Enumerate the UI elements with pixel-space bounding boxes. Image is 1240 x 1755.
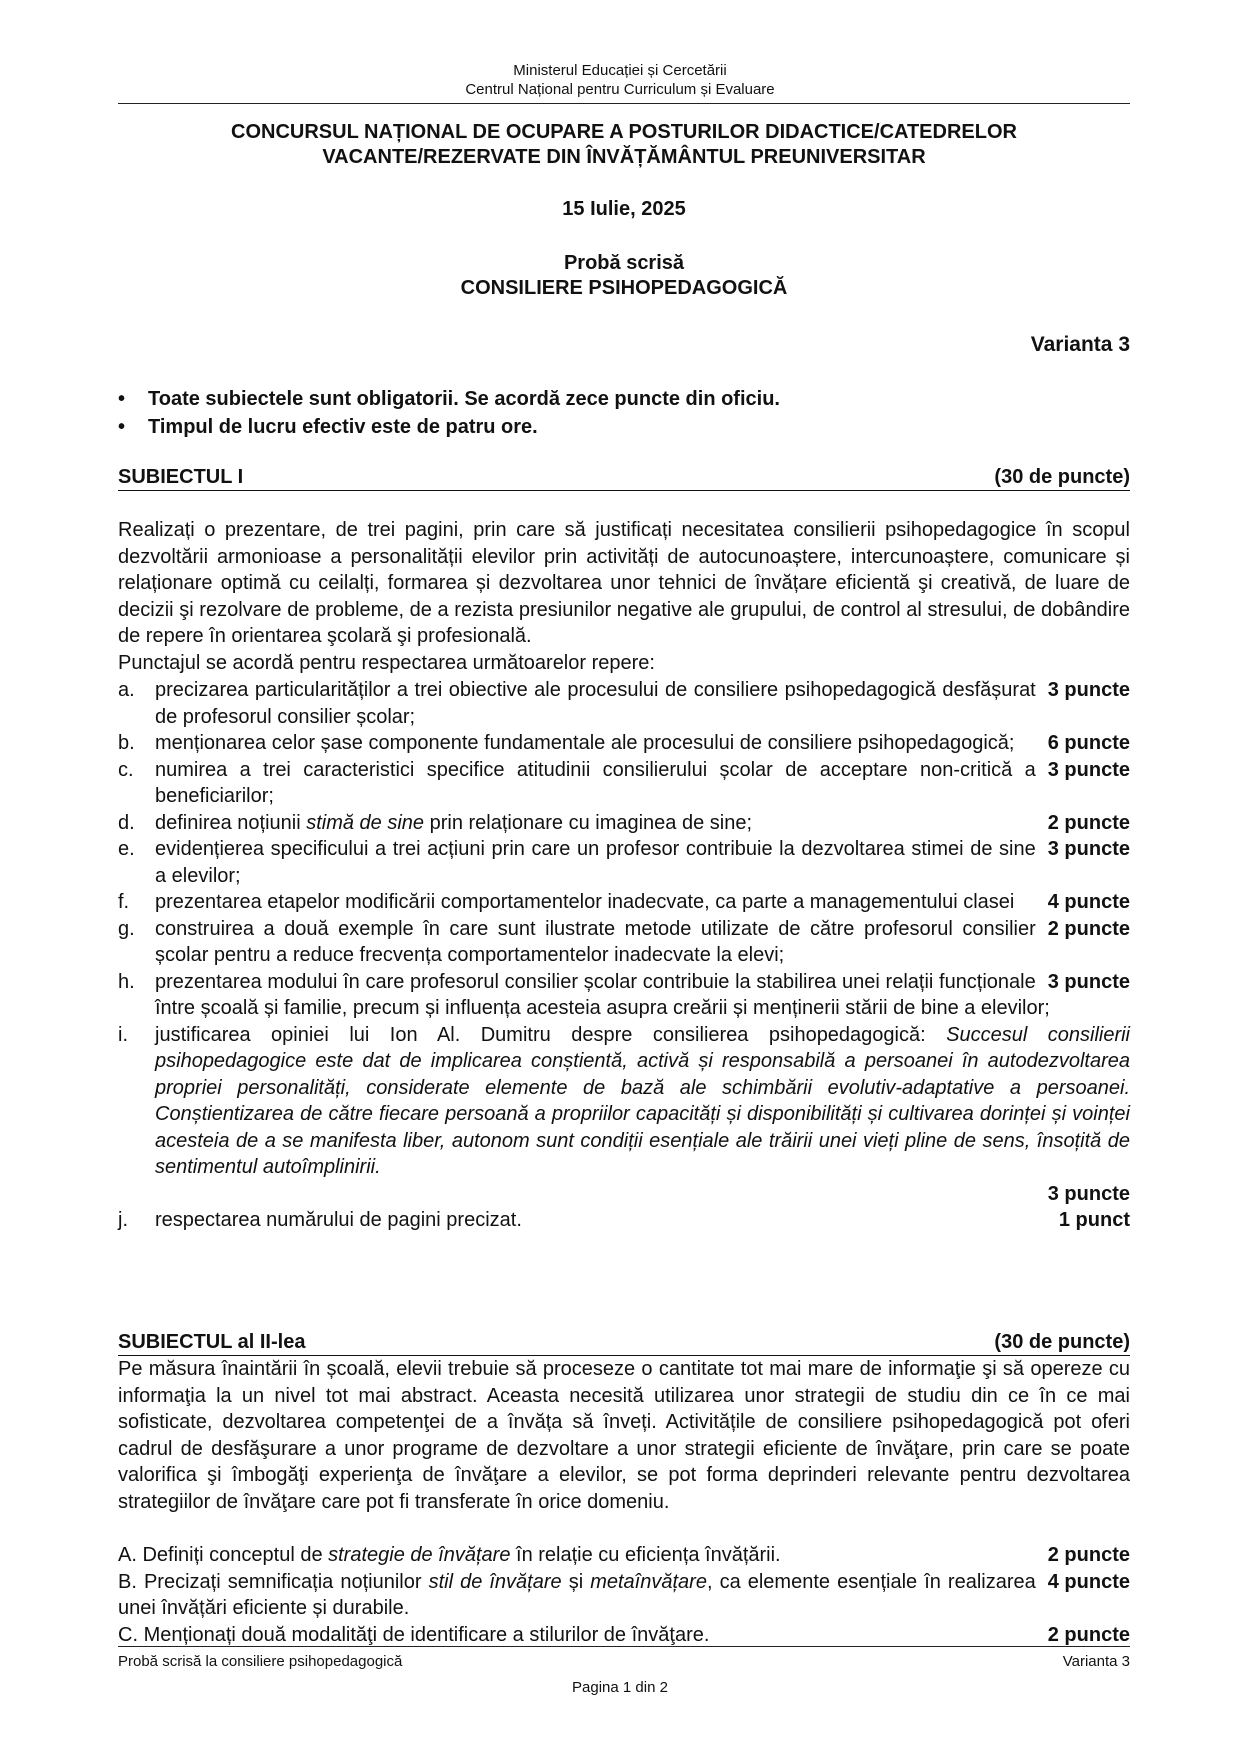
item-label: e. — [118, 838, 135, 860]
subject2-title: SUBIECTUL al II-lea — [118, 1331, 306, 1353]
item-text-part: menționarea celor șase componente fundamentale ale procesului de consiliere psihopedagogică; — [155, 732, 1015, 754]
title-line-1: CONCURSUL NAȚIONAL DE OCUPARE A POSTURILOR DIDACTICE/CATEDRELOR — [231, 121, 1017, 143]
header-divider — [118, 103, 1130, 104]
item-text — [155, 1207, 1130, 1234]
item-text-part: prin relaționare cu imaginea de sine; — [424, 811, 753, 834]
subject2-intro: Pe măsura înaintării în școală, elevii trebuie să proceseze o cantitate tot mai mare de informaţie şi să opereze cu informaţia la un nivel tot mai abstract. Aceasta necesită utilizarea unor strategii de studiu din ce în ce mai sofisticate, dezvoltarea competenţei de a învăța să înveți. Activitățile de consiliere psihopedagogică pot oferi cadrul de desfăşurare a unor programe de dezvoltare a unor strategii eficiente de învăţare, prin care se poate valorifica şi îmbogăţi experienţa de învăţare a elevilor, se pot forma deprinderi relevante pentru dezvoltarea strategiilor de învăţare care pot fi transferate în orice domeniu. — [118, 1358, 1130, 1513]
scoring-item — [118, 677, 1130, 730]
subject1-intro: Realizați o prezentare, de trei pagini, prin care să justificați necesitatea consilierii psihopedagogice în scopul dezvoltării armonioase a personalității elevilor prin activități de autocunoaștere, intercunoaștere, comunicare și relaționare optimă cu ceilalți, formarea și dezvoltarea unor tehnici de învățare eficientă şi creativă, de luare de decizii şi rezolvare de probleme, de a rezista presiunilor negative ale grupului, de control al stresului, de dobândire de repere în orientarea şcolară şi profesională. — [118, 519, 1130, 647]
item-label: c. — [118, 758, 134, 781]
item-text — [155, 969, 1130, 1022]
item-label: j. — [118, 1209, 128, 1231]
item-label: f. — [118, 891, 130, 913]
item-points: 3 puncte — [1047, 838, 1130, 860]
footer-divider — [118, 1646, 1130, 1647]
scoring-note: Punctajul se acordă pentru respectarea următoarelor repere: — [118, 652, 655, 674]
item-points: 1 punct — [1058, 1209, 1130, 1231]
instruction-text: Timpul de lucru efectiv este de patru ore. — [148, 416, 538, 438]
question-label: A. — [118, 1544, 143, 1566]
scoring-item — [118, 757, 1130, 810]
question-item — [118, 1622, 1130, 1649]
question-emphasis: stil de învățare — [428, 1570, 562, 1593]
item-text-part: construirea a două exemple în care sunt ilustrate metode utilizate de către profesorul consilier școlar pentru a reduce frecvența comportamentelor inadecvate la elevi; — [155, 917, 1036, 966]
scoring-item — [118, 969, 1130, 1022]
question-emphasis: strategie de învățare — [328, 1544, 511, 1566]
footer-variant: Varianta 3 — [1062, 1653, 1130, 1670]
question-text-part: , ca elemente esențiale în realizarea unei învățări eficiente și durabile. — [118, 1570, 1036, 1619]
subject1-heading — [118, 465, 1130, 491]
ministry-name: Ministerul Educației și Cercetării — [513, 62, 727, 79]
item-emphasis: stimă de sine — [306, 811, 425, 834]
item-text — [155, 889, 1130, 916]
item-text-part: justificarea opiniei lui Ion Al. Dumitru despre consilierea psihopedagogică: — [155, 1023, 947, 1046]
question-text-part: Menționați două modalităţi de identificare a stilurilor de învăţare. — [143, 1623, 710, 1646]
item-text-part: evidențierea specificului a trei acțiuni prin care un profesor contribuie la dezvoltarea stimei de sine a elevilor; — [155, 838, 1036, 887]
subject2-points: (30 de puncte) — [994, 1331, 1130, 1353]
scoring-item — [118, 1207, 1130, 1234]
item-emphasis: Succesul consilierii psihopedagogice este dat de implicarea conștientă, activă și responsabilă a persoanei în autodezvoltarea propriei personalități, considerate elemente de bază ale schimbării evolutiv-adaptative a persoanei. Conștientizarea de către fiecare persoană a propriilor capacități și disponibilități și cultivarea dorinței și voinței acesteia de a se manifesta liber, autonom sunt condiții esențiale ale trăirii unei vieți pline de sens, însoțită de sentimentul autoîmplinirii. — [155, 1023, 1130, 1178]
question-text-part: Precizați semnificația noțiunilor — [143, 1570, 429, 1593]
item-text-part: precizarea particularităților a trei obiective ale procesului de consiliere psihopedagogică desfășurat de profesorul consilier școlar; — [155, 679, 1036, 728]
exam-date: 15 Iulie, 2025 — [562, 198, 686, 220]
bullet-icon: • — [118, 388, 126, 410]
item-points: 2 puncte — [1047, 811, 1130, 834]
item-points: 3 puncte — [1047, 679, 1130, 701]
item-points: 2 puncte — [1047, 917, 1130, 940]
scoring-item — [118, 1022, 1130, 1208]
item-text — [155, 916, 1130, 969]
question-points: 2 puncte — [1047, 1544, 1130, 1566]
item-label: i. — [118, 1023, 128, 1046]
subject1-title: SUBIECTUL I — [118, 466, 244, 488]
question-text-part: și — [561, 1570, 591, 1593]
instructions-list — [118, 385, 1130, 441]
item-label: a. — [118, 679, 135, 701]
item-text-part: prezentarea etapelor modificării comportamentelor inadecvate, ca parte a managementului clasei — [155, 891, 1015, 913]
center-name: Centrul Național pentru Curriculum și Evaluare — [465, 81, 775, 98]
exam-subject: CONSILIERE PSIHOPEDAGOGICĂ — [460, 277, 788, 299]
question-label: C. — [118, 1623, 144, 1646]
subject2-heading — [118, 1330, 1130, 1356]
item-text — [155, 1022, 1130, 1208]
question-emphasis: metaînvățare — [590, 1570, 707, 1593]
item-text — [155, 677, 1130, 730]
page-number: Pagina 1 din 2 — [572, 1679, 668, 1696]
instruction-item — [118, 385, 1130, 413]
variant-label: Varianta 3 — [1030, 333, 1130, 356]
scoring-item — [118, 836, 1130, 889]
subject2-questions — [118, 1542, 1130, 1648]
item-text — [155, 757, 1130, 810]
scoring-item — [118, 916, 1130, 969]
instruction-text: Toate subiectele sunt obligatorii. Se acordă zece puncte din oficiu. — [148, 388, 780, 410]
scoring-item — [118, 889, 1130, 916]
exam-type: Probă scrisă — [563, 252, 685, 274]
subject1-points: (30 de puncte) — [994, 466, 1130, 488]
item-text — [155, 730, 1130, 757]
item-points: 6 puncte — [1047, 732, 1130, 754]
item-label: g. — [118, 917, 135, 940]
instruction-item — [118, 413, 1130, 441]
item-text — [155, 836, 1130, 889]
item-text — [155, 810, 1130, 837]
question-item — [118, 1542, 1130, 1569]
item-text-part: numirea a trei caracteristici specifice atitudinii consilierului școlar de acceptare non-critică a beneficiarilor; — [155, 758, 1036, 807]
item-label: d. — [118, 811, 135, 834]
item-points: 3 puncte — [1047, 1182, 1130, 1205]
question-text-part: în relație cu eficiența învățării. — [510, 1544, 781, 1566]
item-label: h. — [118, 970, 135, 993]
item-points: 3 puncte — [1047, 970, 1130, 993]
item-text-part: respectarea numărului de pagini precizat. — [155, 1209, 522, 1231]
item-label: b. — [118, 732, 135, 754]
item-text-part: definirea noțiunii — [155, 811, 307, 834]
scoring-item — [118, 730, 1130, 757]
item-points: 4 puncte — [1047, 891, 1130, 913]
question-text-part: Definiți conceptul de — [142, 1544, 329, 1566]
item-text-part: prezentarea modului în care profesorul consilier școlar contribuie la stabilirea unei relații funcționale între școală și familie, precum și influența acesteia asupra creării și menținerii stării de bine a elevilor; — [155, 970, 1050, 1019]
bullet-icon: • — [118, 416, 126, 438]
question-points: 2 puncte — [1047, 1623, 1130, 1646]
scoring-item — [118, 810, 1130, 837]
title-line-2: VACANTE/REZERVATE DIN ÎNVĂȚĂMÂNTUL PREUNIVERSITAR — [322, 146, 926, 168]
question-points: 4 puncte — [1047, 1570, 1130, 1593]
item-points: 3 puncte — [1047, 758, 1130, 781]
footer-exam-label: Probă scrisă la consiliere psihopedagogică — [118, 1653, 403, 1670]
question-item — [118, 1569, 1130, 1622]
question-label: B. — [118, 1570, 144, 1593]
subject1-items — [118, 677, 1130, 1234]
